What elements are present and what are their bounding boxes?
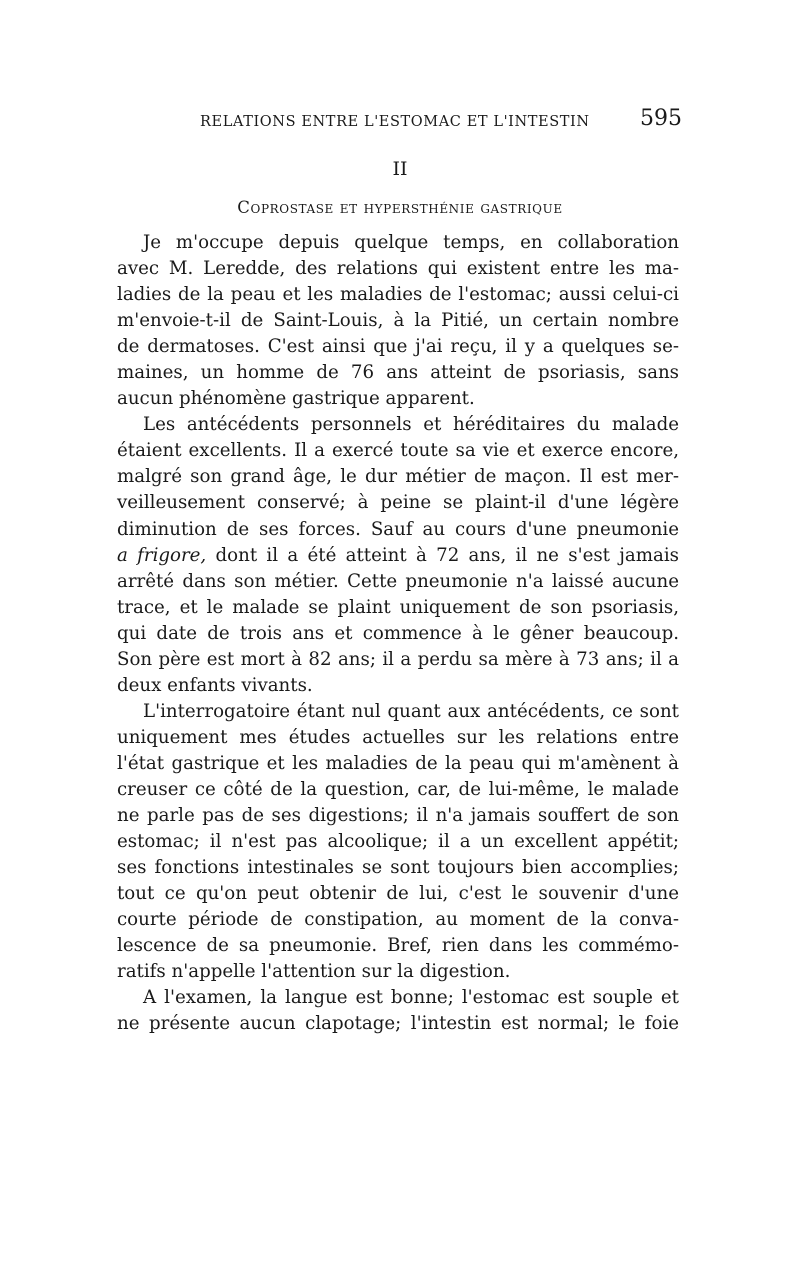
- text-line: veilleusement conservé; à peine se plaint-il d'une légère: [117, 492, 679, 514]
- text-line: m'envoie-t-il de Saint-Louis, à la Pitié, un certain nombre: [117, 310, 679, 332]
- text-line: étaient excellents. Il a exercé toute sa vie et exerce encore,: [117, 440, 679, 462]
- text-line: avec M. Leredde, des relations qui existent entre les ma-: [117, 258, 679, 280]
- body-text: [117, 230, 679, 1037]
- text-line: ratifs n'appelle l'attention sur la digestion.: [117, 961, 511, 983]
- text-line: diminution de ses forces. Sauf au cours d'une pneumonie: [117, 518, 679, 540]
- text-line: Son père est mort à 82 ans; il a perdu sa mère à 73 ans; il a: [117, 648, 679, 670]
- text-line: deux enfants vivants.: [117, 674, 313, 696]
- text-line: L'interrogatoire étant nul quant aux antécédents, ce sont: [143, 700, 679, 722]
- text-line: ses fonctions intestinales se sont toujours bien accomplies;: [117, 857, 679, 879]
- text-line: de dermatoses. C'est ainsi que j'ai reçu, il y a quelques se-: [117, 336, 679, 358]
- italic-phrase: a frigore,: [117, 544, 207, 566]
- text-line: qui date de trois ans et commence à le gêner beaucoup.: [117, 622, 679, 644]
- text-line: ne parle pas de ses digestions; il n'a jamais souffert de son: [117, 805, 679, 827]
- section-number: II: [392, 158, 408, 180]
- text-line: aucun phénomène gastrique apparent.: [117, 388, 475, 410]
- text-line: lescence de sa pneumonie. Bref, rien dans les commémo-: [117, 935, 679, 957]
- text-line: uniquement mes études actuelles sur les relations entre: [117, 726, 679, 748]
- running-head: RELATIONS ENTRE L'ESTOMAC ET L'INTESTIN: [200, 114, 590, 130]
- text-line: [117, 543, 679, 569]
- text-line: tout ce qu'on peut obtenir de lui, c'est le souvenir d'une: [117, 883, 679, 905]
- text-line: maines, un homme de 76 ans atteint de psoriasis, sans: [117, 362, 679, 384]
- text-line: Je m'occupe depuis quelque temps, en collaboration: [143, 232, 679, 253]
- text-line: trace, et le malade se plaint uniquement de son psoriasis,: [117, 596, 679, 618]
- section-title: Coprostase et hypersthénie gastrique: [237, 198, 563, 217]
- text-line: A l'examen, la langue est bonne; l'estomac est souple et: [143, 987, 679, 1009]
- text-line: ne présente aucun clapotage; l'intestin est normal; le foie: [117, 1013, 679, 1035]
- text-line: l'état gastrique et les maladies de la peau qui m'amènent à: [117, 752, 679, 774]
- text-line: Les antécédents personnels et héréditaires du malade: [143, 414, 679, 436]
- text-line: estomac; il n'est pas alcoolique; il a un excellent appétit;: [117, 831, 679, 853]
- text-line: arrêté dans son métier. Cette pneumonie n'a laissé aucune: [117, 570, 679, 592]
- text-line: ladies de la peau et les maladies de l'estomac; aussi celui-ci: [117, 284, 679, 306]
- text-line: malgré son grand âge, le dur métier de maçon. Il est mer-: [117, 466, 679, 488]
- page-number: 595: [640, 106, 682, 131]
- text-line: courte période de constipation, au moment de la conva-: [117, 909, 679, 931]
- text-line: creuser ce côté de la question, car, de lui-même, le malade: [117, 778, 679, 800]
- text-fragment: dont il a été atteint à 72 ans, il ne s'est jamais: [206, 544, 679, 566]
